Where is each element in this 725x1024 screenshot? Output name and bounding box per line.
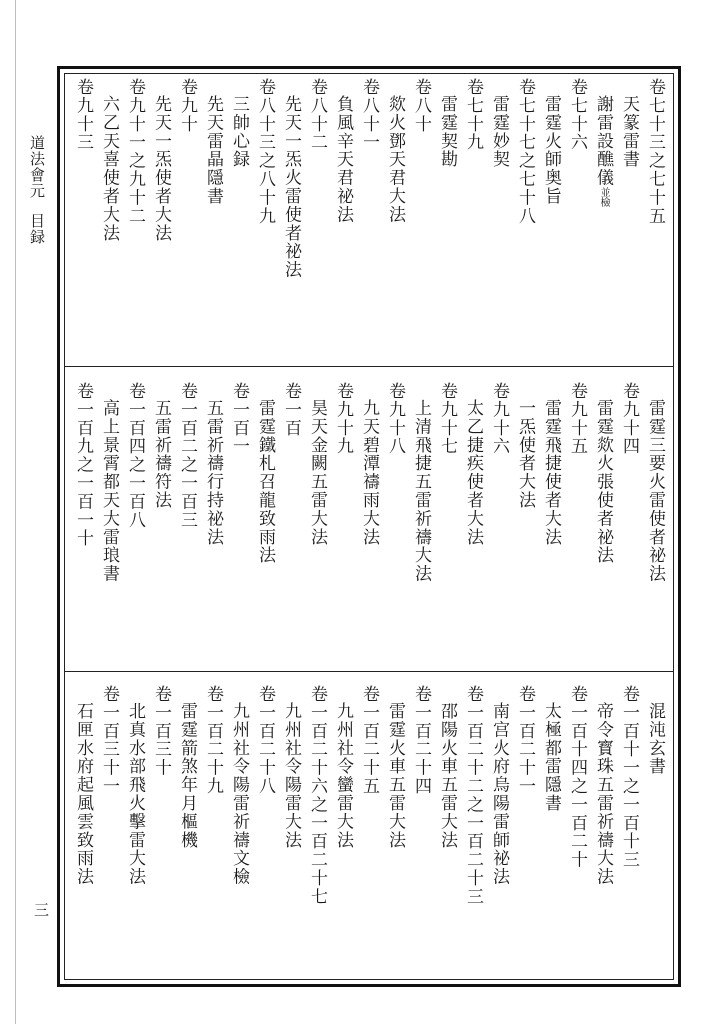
toc-entry-title: [644, 382, 666, 583]
toc-text: 上清飛捷五雷祈禱大法: [411, 399, 431, 583]
toc-text: 卷一百: [281, 382, 301, 438]
toc-volume-heading: [410, 78, 432, 279]
toc-volume-heading: [462, 78, 484, 279]
page-edge-rule: [15, 0, 16, 1024]
toc-volume-heading: [72, 382, 94, 583]
toc-entry-title: [280, 685, 302, 906]
toc-volume-heading: [618, 382, 640, 583]
section-label: 目録: [28, 213, 46, 245]
toc-text: 卷一百二十六之一百二十七: [307, 685, 327, 906]
toc-text: 石匣水府起風雲致雨法: [73, 702, 93, 886]
toc-entry-title: [592, 78, 614, 279]
toc-entry-title: [410, 382, 432, 583]
toc-entry-title: [98, 382, 120, 583]
toc-panel-middle: [74, 382, 666, 583]
toc-text: 邵陽火車五雷大法: [437, 702, 457, 850]
toc-text: 卷九十三: [73, 78, 93, 152]
toc-text: 五雷祈禱行持祕法: [203, 399, 223, 547]
panel-divider: [64, 671, 674, 672]
toc-entry-title: [384, 685, 406, 906]
toc-volume-heading: [72, 78, 94, 279]
toc-entry-title: [540, 685, 562, 906]
toc-volume-heading: [488, 382, 510, 583]
toc-volume-heading: [436, 382, 458, 583]
toc-entry-title: [332, 685, 354, 906]
toc-entry-title: [306, 382, 328, 583]
toc-text: 南宫火府烏陽雷師祕法: [489, 702, 509, 886]
toc-text: 卷九十: [177, 78, 197, 134]
toc-volume-heading: [384, 382, 406, 583]
toc-text: 雷霆飛捷使者大法: [541, 399, 561, 547]
toc-volume-heading: [254, 78, 276, 279]
toc-text: 卷九十一之九十二: [125, 78, 145, 226]
toc-text: 卷八十: [411, 78, 431, 134]
toc-entry-title: [254, 382, 276, 583]
toc-text: 先天一炁火雷使者祕法: [281, 95, 301, 279]
toc-text: 一炁使者大法: [515, 399, 535, 510]
toc-text: 九天碧潭禱雨大法: [359, 399, 379, 547]
toc-text: 雷霆鐵札召龍致雨法: [255, 399, 275, 565]
toc-text: 卷九十五: [567, 382, 587, 456]
toc-entry-title: [280, 78, 302, 279]
toc-text: 卷九十六: [489, 382, 509, 456]
toc-volume-heading: [358, 685, 380, 906]
toc-text: 卷一百二十五: [359, 685, 379, 796]
toc-text: 卷一百三十一: [99, 685, 119, 796]
toc-entry-title: [384, 78, 406, 279]
toc-text: 卷一百二之一百三: [177, 382, 197, 530]
toc-entry-title: [488, 685, 510, 906]
toc-text: 三帥心録: [229, 95, 249, 169]
toc-volume-heading: [514, 685, 536, 906]
toc-text: 卷一百二十四: [411, 685, 431, 796]
toc-text: 北真水部飛火擊雷大法: [125, 702, 145, 886]
toc-text: 雷霆契勘: [437, 95, 457, 169]
toc-volume-heading: [228, 382, 250, 583]
toc-text: 卷七十六: [567, 78, 587, 152]
toc-text: 卷七十九: [463, 78, 483, 152]
toc-text: 雷霆妙契: [489, 95, 509, 169]
toc-text: 卷一百四之一百八: [125, 382, 145, 530]
toc-text: 卷八十二: [307, 78, 327, 152]
toc-text: 謝雷設醮儀: [593, 95, 613, 187]
toc-entry-title: [436, 78, 458, 279]
toc-text: 卷一百一: [229, 382, 249, 456]
toc-text: 卷一百九之一百一十: [73, 382, 93, 548]
toc-entry-title: [592, 685, 614, 906]
toc-volume-heading: [566, 685, 588, 906]
toc-text: 卷八十三之八十九: [255, 78, 275, 226]
toc-volume-heading: [644, 78, 666, 279]
toc-text: 太乙捷疾使者大法: [463, 399, 483, 547]
toc-volume-heading: [306, 685, 328, 906]
toc-entry-title: [150, 382, 172, 583]
toc-text: 卷一百十四之一百二十: [567, 685, 587, 869]
toc-entry-title: [358, 382, 380, 583]
toc-entry-title: [332, 78, 354, 279]
toc-entry-title: [462, 382, 484, 583]
toc-text: 欻火鄧天君大法: [385, 95, 405, 224]
toc-text: 九州社令陽雷祈禱文檢: [229, 702, 249, 886]
toc-entry-title: [436, 685, 458, 906]
toc-text: 卷九十四: [619, 382, 639, 456]
toc-text: 雷霆欻火張使者祕法: [593, 399, 613, 565]
toc-entry-title: [228, 685, 250, 906]
toc-text: 卷一百二十二之一百二十三: [463, 685, 483, 906]
toc-volume-heading: [332, 382, 354, 583]
toc-text: 卷九十七: [437, 382, 457, 456]
toc-entry-title: [540, 382, 562, 583]
toc-text: 五雷祈禱符法: [151, 399, 171, 510]
toc-volume-heading: [566, 78, 588, 279]
toc-entry-title: [540, 78, 562, 279]
toc-text: 太極都雷隱書: [541, 702, 561, 813]
toc-entry-title: [618, 78, 640, 279]
toc-text: 卷一百二十一: [515, 685, 535, 796]
toc-volume-heading: [150, 685, 172, 906]
toc-text: 天篆雷書: [619, 95, 639, 169]
toc-volume-heading: [618, 685, 640, 906]
toc-volume-heading: [176, 382, 198, 583]
toc-volume-heading: [202, 685, 224, 906]
toc-panel-bottom: [74, 685, 666, 906]
toc-text: 卷九十九: [333, 382, 353, 456]
toc-text: 雷霆火車五雷大法: [385, 702, 405, 850]
toc-volume-heading: [124, 78, 146, 279]
toc-text: 六乙天喜使者大法: [99, 95, 119, 243]
toc-text: 雷霆火師奥旨: [541, 95, 561, 206]
toc-entry-title: [488, 78, 510, 279]
toc-volume-heading: [410, 685, 432, 906]
toc-volume-heading: [462, 685, 484, 906]
toc-entry-title: [124, 685, 146, 906]
running-title: [29, 135, 44, 245]
toc-volume-heading: [254, 685, 276, 906]
toc-text: 九州社令蠻雷大法: [333, 702, 353, 850]
toc-text: 卷一百三十: [151, 685, 171, 777]
toc-volume-heading: [280, 382, 302, 583]
toc-text: 雷霆箭煞年月樞機: [177, 702, 197, 850]
toc-text: 昊天金闕五雷大法: [307, 399, 327, 547]
toc-text: 先天雷晶隱書: [203, 95, 223, 206]
toc-text: 卷一百二十九: [203, 685, 223, 796]
toc-text: 雷霆三要火雷使者祕法: [645, 399, 665, 583]
toc-entry-title: [644, 685, 666, 906]
toc-entry-title: [150, 78, 172, 279]
toc-volume-heading: [98, 685, 120, 906]
toc-entry-title: [592, 382, 614, 583]
toc-entry-title: [72, 685, 94, 906]
toc-text: 卷七十七之七十八: [515, 78, 535, 226]
toc-text: 卷一百十一之一百十三: [619, 685, 639, 869]
toc-text: 卷七十三之七十五: [645, 78, 665, 226]
toc-text: 九州社令陽雷大法: [281, 702, 301, 850]
toc-text: 負風辛天君祕法: [333, 95, 353, 224]
toc-text: 帝令寳珠五雷祈禱大法: [593, 702, 613, 886]
toc-annotation: 並檢: [598, 187, 609, 207]
toc-text: 卷一百二十八: [255, 685, 275, 796]
toc-volume-heading: [306, 78, 328, 279]
toc-volume-heading: [358, 78, 380, 279]
toc-text: 卷九十八: [385, 382, 405, 456]
toc-entry-title: [176, 685, 198, 906]
page-number: 三: [32, 902, 50, 917]
toc-entry-title: [202, 382, 224, 583]
toc-panel-top: [74, 78, 666, 279]
toc-text: 高上景霄都天大雷琅書: [99, 399, 119, 583]
toc-volume-heading: [176, 78, 198, 279]
toc-text: 卷八十一: [359, 78, 379, 152]
toc-volume-heading: [514, 78, 536, 279]
toc-text: 混沌玄書: [645, 702, 665, 776]
book-title: 道法會元: [28, 135, 46, 199]
toc-volume-heading: [566, 382, 588, 583]
toc-entry-title: [514, 382, 536, 583]
toc-entry-title: [228, 78, 250, 279]
toc-volume-heading: [124, 382, 146, 583]
panel-divider: [64, 366, 674, 367]
toc-entry-title: [202, 78, 224, 279]
toc-text: 先天一炁使者大法: [151, 95, 171, 243]
toc-entry-title: [98, 78, 120, 279]
